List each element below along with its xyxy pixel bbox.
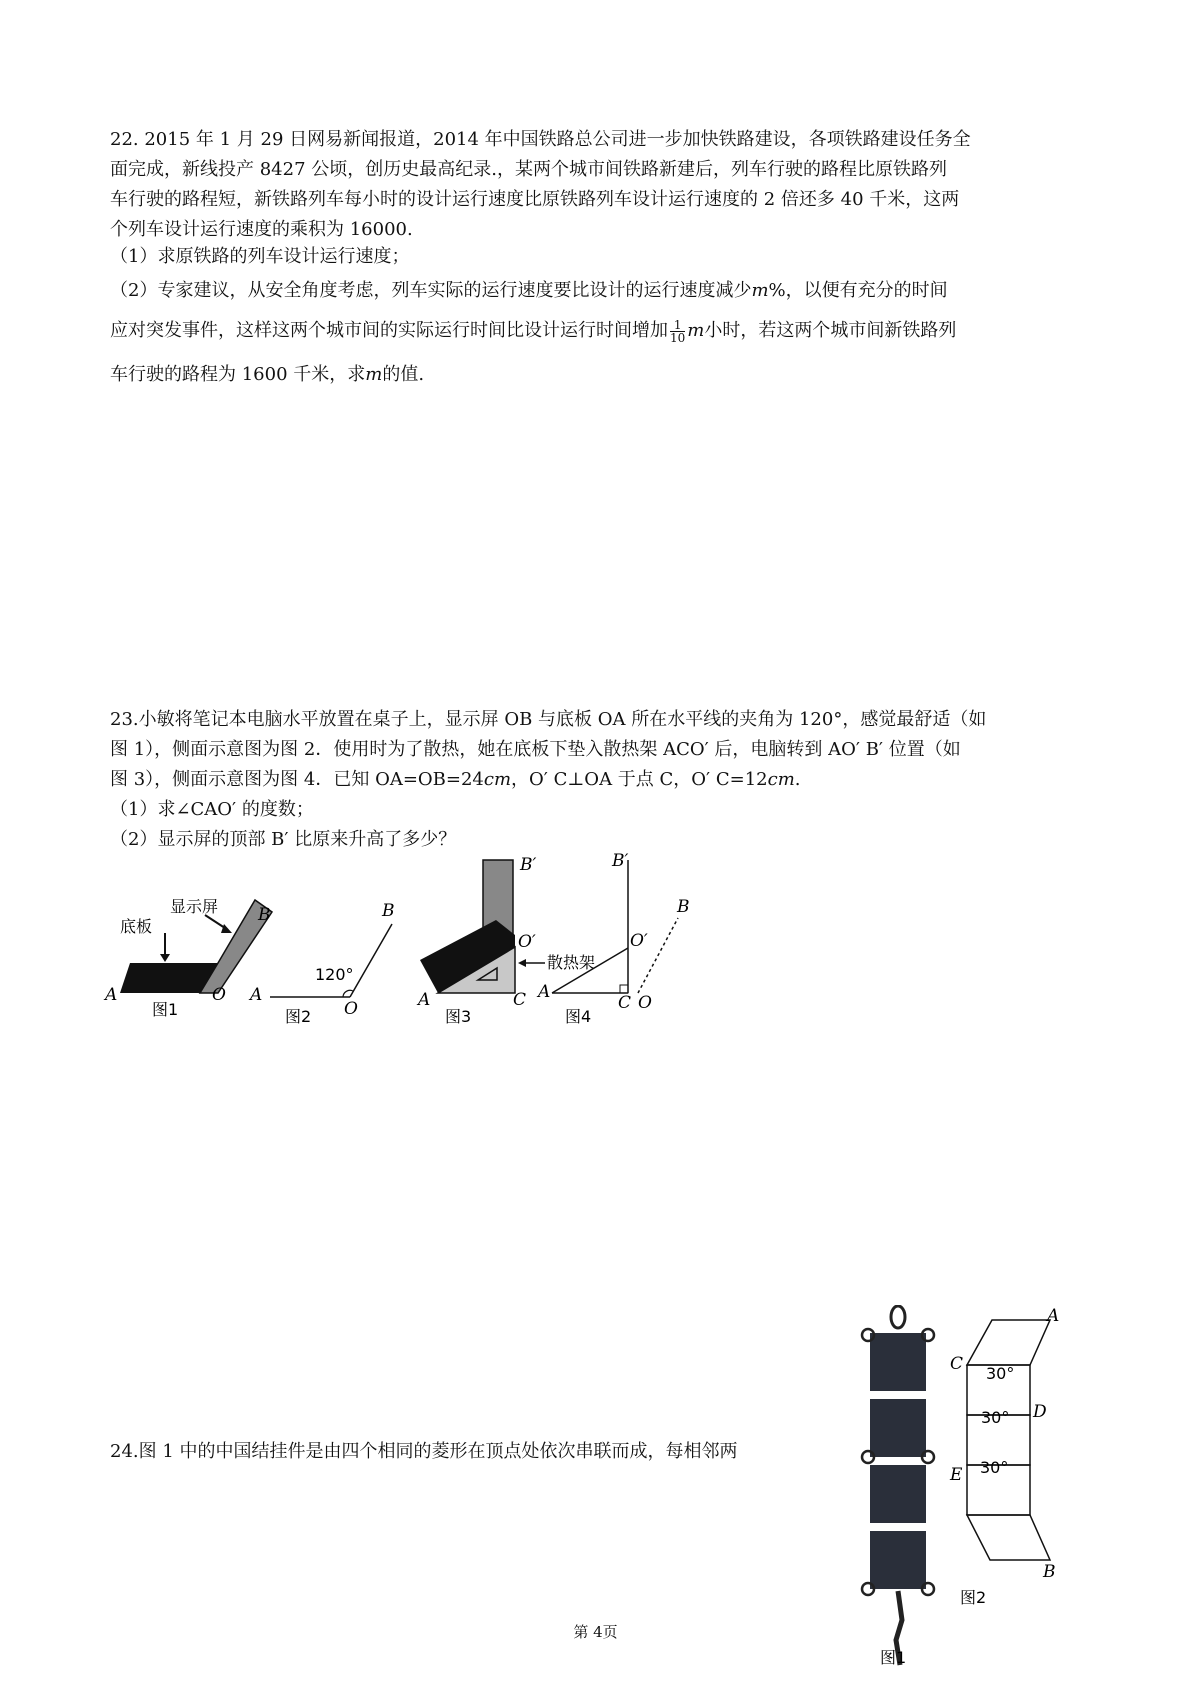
fig24-label-E: E bbox=[950, 1465, 963, 1485]
fig4-label-B: B bbox=[677, 897, 690, 917]
fig2-line-OB bbox=[350, 924, 392, 997]
page-number: 第 4页 bbox=[573, 1623, 618, 1641]
fig24-angle-2: 30° bbox=[981, 1408, 1010, 1427]
fig3-label-Op: O′ bbox=[518, 932, 536, 952]
fraction-numerator: 1 bbox=[670, 319, 685, 332]
fig1-label-O: O bbox=[212, 985, 226, 1005]
q22-part-2-b: %，以便有充分的时间 bbox=[768, 280, 948, 301]
fig4-line-OB-dashed bbox=[638, 918, 678, 993]
fig2-caption: 图2 bbox=[285, 1007, 312, 1026]
fig2-label-O: O bbox=[344, 999, 358, 1019]
q23-line-3 bbox=[110, 767, 801, 793]
fig24-label-D: D bbox=[1033, 1402, 1047, 1422]
fig4-label-Op: O′ bbox=[630, 931, 648, 951]
fig4-label-A: A bbox=[538, 982, 551, 1002]
q22-line-3: 车行驶的路程短，新铁路列车每小时的设计运行速度比原铁路列车设计运行速度的 2 倍还多 40 千米，这两 bbox=[110, 189, 960, 210]
fig4-label-C: C bbox=[618, 993, 632, 1013]
fraction-denominator: 10 bbox=[670, 330, 686, 345]
fig4-label-Bp: B′ bbox=[612, 851, 629, 871]
q23-figures bbox=[100, 850, 760, 1050]
q22-line-4: 个列车设计运行速度的乘积为 16000. bbox=[110, 219, 413, 240]
q22-var-m: m bbox=[751, 280, 769, 301]
q22-line-2: 面完成，新线投产 8427 公顷，创历史最高纪录.，某两个城市间铁路新建后，列车行驶的路程比原铁路列 bbox=[110, 159, 947, 180]
fig24-label-B: B bbox=[1043, 1562, 1056, 1582]
knot-tile-1 bbox=[870, 1333, 926, 1391]
q22-var-m-2: m bbox=[687, 320, 705, 341]
rhombus-5 bbox=[967, 1515, 1050, 1560]
knot-loop bbox=[891, 1306, 905, 1328]
q22-part-1: （1）求原铁路的列车设计运行速度； bbox=[110, 246, 410, 267]
knot-tile-2 bbox=[870, 1399, 926, 1457]
fig2-angle-label: 120° bbox=[315, 965, 354, 984]
rhombus-1 bbox=[967, 1320, 1050, 1365]
q22-part-4-a: 车行驶的路程为 1600 千米，求 bbox=[110, 364, 366, 385]
q22-part-2 bbox=[110, 278, 948, 304]
q23-line-1: 23.小敏将笔记本电脑水平放置在桌子上，显示屏 OB 与底板 OA 所在水平线的夹角为 120°，感觉最舒适（如 bbox=[110, 709, 987, 730]
q23-part-1: （1）求∠CAO′ 的度数； bbox=[110, 799, 314, 820]
rack-label: 散热架 bbox=[547, 953, 596, 972]
fig1-label-A: A bbox=[105, 985, 118, 1005]
fig24-fig2-caption: 图2 bbox=[960, 1588, 987, 1607]
rack-arrow-head bbox=[518, 959, 526, 967]
figure-2-rhombus-chain bbox=[967, 1320, 1050, 1560]
figure-1-chinese-knot bbox=[862, 1306, 934, 1667]
fig1-label-B: B bbox=[258, 905, 271, 925]
q23-line-3-a: 图 3），侧面示意图为图 4．已知 OA=OB=24 bbox=[110, 769, 484, 790]
fig24-angle-3: 30° bbox=[980, 1458, 1009, 1477]
knot-tile-4 bbox=[870, 1531, 926, 1589]
q22-var-m-3: m bbox=[365, 364, 383, 385]
q24-line-1: 24.图 1 中的中国结挂件是由四个相同的菱形在顶点处依次串联而成，每相邻两 bbox=[110, 1441, 738, 1462]
fig4-label-O: O bbox=[638, 993, 652, 1013]
q22-part-4-b: 的值. bbox=[382, 364, 425, 385]
q22-part-2-end bbox=[110, 362, 424, 388]
fig24-label-C: C bbox=[950, 1354, 964, 1374]
q23-unit-cm-1: cm bbox=[483, 769, 512, 790]
q23-line-3-b: ，O′ C⊥OA 于点 C，O′ C=12 bbox=[511, 769, 768, 790]
knot-fig1-caption: 图1 bbox=[880, 1648, 907, 1667]
fig2-label-A: A bbox=[250, 985, 263, 1005]
figure-3-laptop-raised bbox=[416, 855, 595, 1026]
screen-label: 显示屏 bbox=[170, 897, 219, 916]
q22-part-3-a: 应对突发事件，这样这两个城市间的实际运行时间比设计运行时间增加 bbox=[110, 320, 668, 341]
fig3-caption: 图3 bbox=[445, 1007, 472, 1026]
knot-tile-3 bbox=[870, 1465, 926, 1523]
base-arrow-head bbox=[160, 954, 170, 962]
fig24-label-A: A bbox=[1047, 1306, 1060, 1326]
fig4-right-angle bbox=[620, 985, 628, 993]
figure-4-diagram bbox=[536, 851, 690, 1026]
fig3-label-C: C bbox=[513, 990, 527, 1010]
q23-line-3-c: . bbox=[794, 769, 801, 790]
q23-part-2: （2）显示屏的顶部 B′ 比原来升高了多少？ bbox=[110, 829, 457, 850]
figure-2-labels bbox=[949, 1306, 1059, 1607]
q22-part-2-cont bbox=[110, 318, 956, 344]
fig3-label-A: A bbox=[418, 990, 431, 1010]
q22-line-1: 22. 2015 年 1 月 29 日网易新闻报道，2014 年中国铁路总公司进一步加快铁路建设，各项铁路建设任务全 bbox=[110, 129, 971, 150]
fig24-angle-1: 30° bbox=[986, 1364, 1015, 1383]
q23-line-2: 图 1），侧面示意图为图 2．使用时为了散热，她在底板下垫入散热架 ACO′ 后，电脑转到 AO′ B′ 位置（如 bbox=[110, 739, 961, 760]
q23-unit-cm-2: cm bbox=[767, 769, 795, 790]
fraction-one-tenth bbox=[670, 319, 685, 344]
fig3-label-Bp: B′ bbox=[520, 855, 537, 875]
base-label: 底板 bbox=[120, 917, 153, 936]
q22-part-3-b: 小时，若这两个城市间新铁路列 bbox=[704, 320, 957, 341]
figure-1-laptop bbox=[103, 897, 272, 1019]
fig2-label-B: B bbox=[382, 901, 395, 921]
fig4-caption: 图4 bbox=[565, 1007, 592, 1026]
fig1-caption: 图1 bbox=[152, 1000, 179, 1019]
q22-part-2-a: （2）专家建议，从安全角度考虑，列车实际的运行速度要比设计的运行速度减少 bbox=[110, 280, 752, 301]
